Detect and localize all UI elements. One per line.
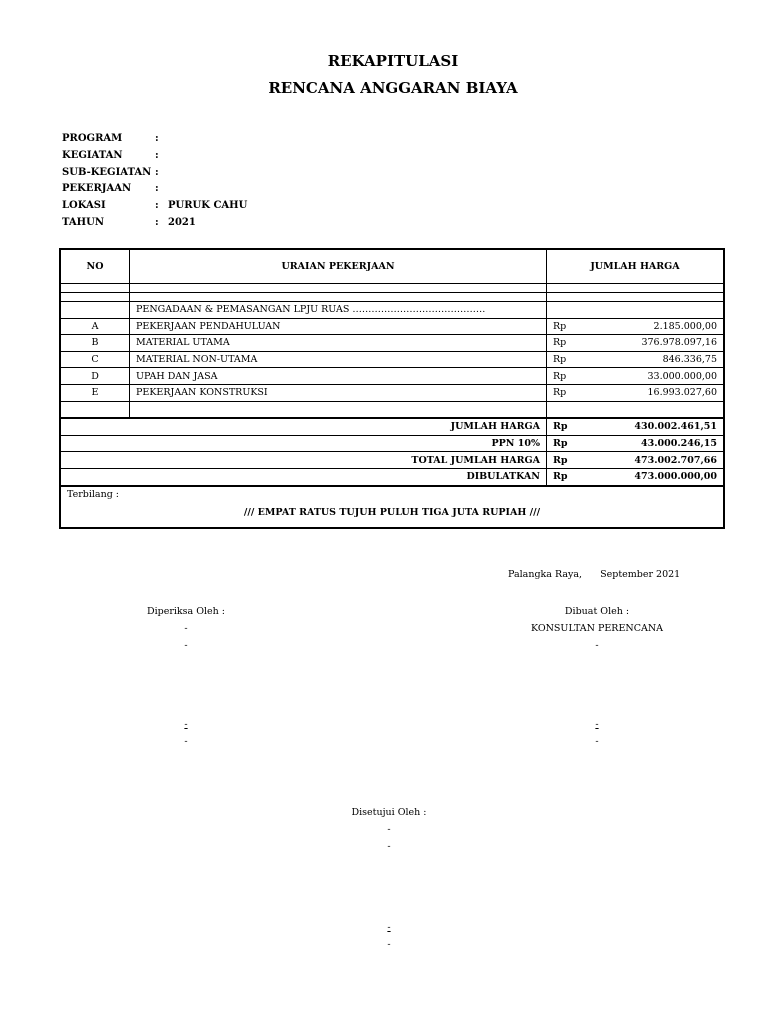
checked-by-block [106, 603, 266, 750]
table-spacer-row [60, 293, 724, 302]
currency-label: Rp [547, 368, 580, 385]
column-header-description: URAIAN PEKERJAAN [130, 249, 547, 284]
item-description: PEKERJAAN KONSTRUKSI [130, 384, 547, 401]
signature-dash: - [184, 640, 188, 651]
currency-label: Rp [547, 418, 580, 435]
column-header-amount: JUMLAH HARGA [547, 249, 725, 284]
total-amount: 43.000.246,15 [579, 435, 724, 452]
item-description: UPAH DAN JASA [130, 368, 547, 385]
info-colon: : [155, 133, 159, 144]
item-no: B [60, 335, 130, 352]
document-subtitle: RENCANA ANGGARAN BIAYA [268, 79, 518, 97]
info-row-lokasi [62, 200, 247, 217]
total-label: DIBULATKAN [60, 468, 547, 485]
info-row-pekerjaan [62, 183, 247, 200]
terbilang-value-row [60, 505, 724, 528]
document-title: REKAPITULASI [327, 52, 459, 70]
currency-label: Rp [547, 335, 580, 352]
info-value: PURUK CAHU [168, 200, 248, 212]
info-colon: : [155, 166, 159, 178]
info-label: TAHUN [62, 216, 104, 228]
table-row [60, 384, 724, 401]
item-no: D [60, 368, 130, 385]
table-spacer-row [60, 401, 724, 418]
signature-name: - [595, 719, 599, 730]
total-amount: 430.002.461,51 [579, 418, 724, 435]
info-label: PROGRAM [62, 133, 123, 144]
made-by-label: Dibuat Oleh : [564, 606, 630, 617]
total-row-ppn [60, 435, 724, 452]
info-row-tahun [62, 217, 247, 234]
total-label: PPN 10% [60, 435, 547, 452]
table-spacer-row [60, 284, 724, 293]
total-label: JUMLAH HARGA [60, 418, 547, 435]
terbilang-value: /// EMPAT RATUS TUJUH PULUH TIGA JUTA RUPIAH /// [60, 505, 724, 528]
item-amount: 16.993.027,60 [579, 384, 724, 401]
table-row [60, 368, 724, 385]
signature-id: - [387, 939, 391, 950]
total-row-total-jumlah-harga [60, 452, 724, 469]
approved-by-label: Disetujui Oleh : [351, 807, 427, 818]
column-header-no: NO [60, 249, 130, 284]
info-label: LOKASI [62, 200, 106, 212]
signature-id: - [184, 736, 188, 747]
info-value: 2021 [168, 216, 196, 228]
total-amount: 473.000.000,00 [579, 468, 724, 485]
info-colon: : [155, 200, 159, 212]
table-header-row [60, 249, 724, 284]
table-row [60, 351, 724, 368]
signature-place: Palangka Raya, [508, 569, 583, 580]
made-by-block [497, 603, 697, 750]
currency-label: Rp [547, 452, 580, 469]
item-description: MATERIAL NON-UTAMA [130, 351, 547, 368]
terbilang-row [60, 486, 724, 505]
item-no: A [60, 318, 130, 335]
item-amount: 846.336,75 [579, 351, 724, 368]
item-amount: 33.000.000,00 [579, 368, 724, 385]
table-section-row [60, 302, 724, 319]
signature-id: - [595, 736, 599, 747]
item-no: C [60, 351, 130, 368]
item-amount: 2.185.000,00 [579, 318, 724, 335]
table-row [60, 335, 724, 352]
item-description: PEKERJAAN PENDAHULUAN [130, 318, 547, 335]
signature-dash: - [595, 640, 599, 651]
info-row-kegiatan [62, 150, 247, 167]
info-label: KEGIATAN [62, 149, 123, 161]
signature-dash: - [387, 824, 391, 835]
budget-table [59, 248, 725, 529]
currency-label: Rp [547, 351, 580, 368]
item-no: E [60, 384, 130, 401]
signature-dash: - [184, 623, 188, 634]
item-description: MATERIAL UTAMA [130, 335, 547, 352]
currency-label: Rp [547, 318, 580, 335]
total-row-jumlah-harga [60, 418, 724, 435]
signature-name: - [184, 719, 188, 730]
info-colon: : [155, 149, 159, 161]
info-colon: : [155, 183, 159, 195]
checked-by-label: Diperiksa Oleh : [146, 606, 226, 617]
currency-label: Rp [547, 468, 580, 485]
project-info [62, 133, 247, 234]
currency-label: Rp [547, 384, 580, 401]
currency-label: Rp [547, 435, 580, 452]
total-amount: 473.002.707,66 [579, 452, 724, 469]
total-label: TOTAL JUMLAH HARGA [60, 452, 547, 469]
info-row-sub-kegiatan [62, 167, 247, 184]
info-row-program [62, 133, 247, 150]
consultant-label: KONSULTAN PERENCANA [530, 623, 664, 634]
info-label: PEKERJAAN [62, 183, 132, 195]
signature-date: September 2021 [600, 569, 681, 580]
section-title: PENGADAAN & PEMASANGAN LPJU RUAS …………………………………… [130, 302, 547, 319]
info-label: SUB-KEGIATAN [62, 166, 152, 178]
info-colon: : [155, 216, 159, 228]
terbilang-label: Terbilang : [60, 486, 724, 505]
signature-name: - [387, 922, 391, 933]
approved-by-block [309, 804, 469, 953]
signature-dash: - [387, 841, 391, 852]
place-date [508, 569, 680, 580]
item-amount: 376.978.097,16 [579, 335, 724, 352]
table-row [60, 318, 724, 335]
total-row-dibulatkan [60, 468, 724, 485]
